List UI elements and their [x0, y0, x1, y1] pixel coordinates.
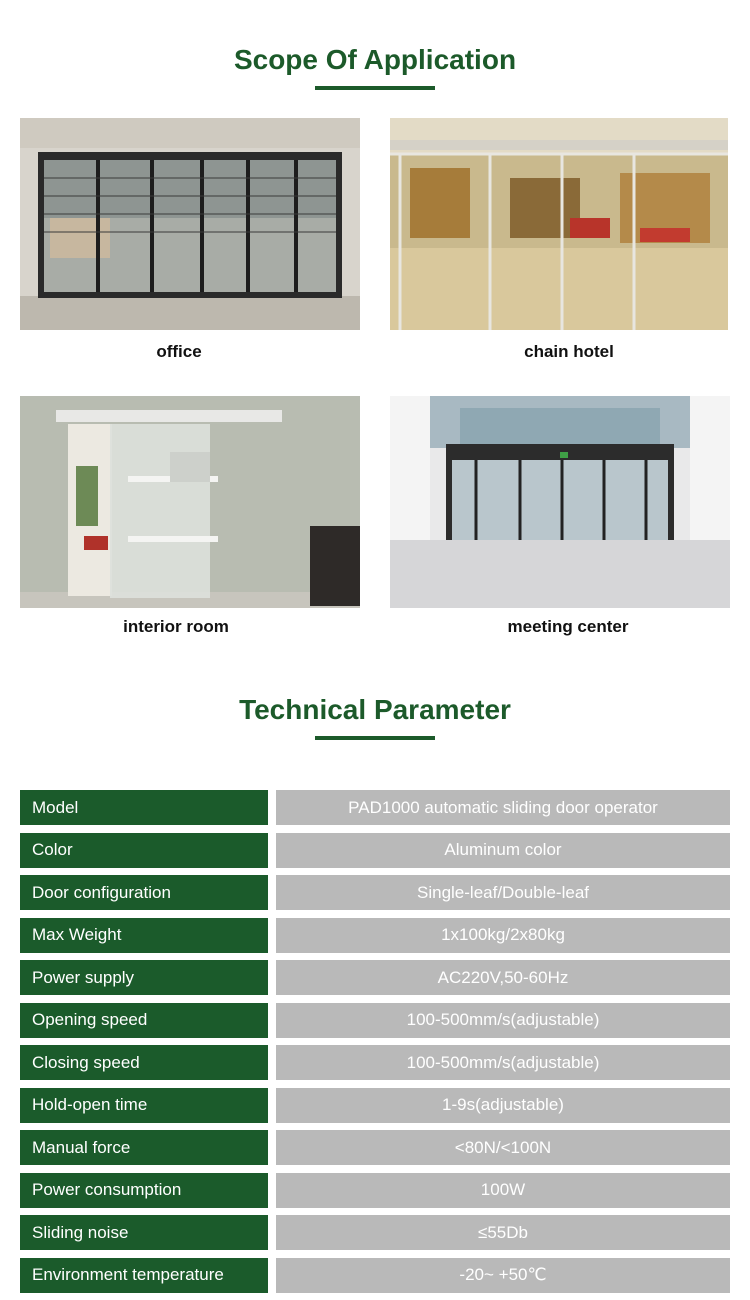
table-row — [20, 918, 730, 953]
param-label: Sliding noise — [20, 1215, 268, 1250]
meeting-center-photo — [390, 396, 730, 608]
technical-title-underline — [315, 736, 435, 740]
table-row — [20, 1003, 730, 1038]
param-label: Power consumption — [20, 1173, 268, 1208]
table-row — [20, 1215, 730, 1250]
param-label: Model — [20, 790, 268, 825]
param-label: Color — [20, 833, 268, 868]
chain-hotel-caption: chain hotel — [524, 342, 614, 361]
office-caption: office — [156, 342, 202, 361]
param-value: ≤55Db — [276, 1215, 730, 1250]
param-label: Opening speed — [20, 1003, 268, 1038]
param-value: 100W — [276, 1173, 730, 1208]
interior-room-photo — [20, 396, 360, 608]
param-value: Single-leaf/Double-leaf — [276, 875, 730, 910]
param-value: -20~ +50℃ — [276, 1258, 730, 1293]
param-label: Closing speed — [20, 1045, 268, 1080]
interior-room-caption: interior room — [123, 617, 229, 636]
office-photo — [20, 118, 360, 330]
scope-title-underline — [315, 86, 435, 90]
param-label: Power supply — [20, 960, 268, 995]
technical-title: Technical Parameter — [239, 694, 511, 725]
param-value: <80N/<100N — [276, 1130, 730, 1165]
param-label: Hold-open time — [20, 1088, 268, 1123]
table-row — [20, 833, 730, 868]
param-label: Manual force — [20, 1130, 268, 1165]
param-value: 100-500mm/s(adjustable) — [276, 1003, 730, 1038]
param-label: Max Weight — [20, 918, 268, 953]
table-row — [20, 1173, 730, 1208]
parameter-table — [20, 790, 730, 1300]
param-value: AC220V,50-60Hz — [276, 960, 730, 995]
param-value: PAD1000 automatic sliding door operator — [276, 790, 730, 825]
param-label: Environment temperature — [20, 1258, 268, 1293]
param-value: 1-9s(adjustable) — [276, 1088, 730, 1123]
meeting-center-caption: meeting center — [507, 617, 629, 636]
param-label: Door configuration — [20, 875, 268, 910]
table-row — [20, 790, 730, 825]
table-row — [20, 1088, 730, 1123]
scope-title: Scope Of Application — [233, 44, 517, 75]
param-value: Aluminum color — [276, 833, 730, 868]
table-row — [20, 1045, 730, 1080]
param-value: 100-500mm/s(adjustable) — [276, 1045, 730, 1080]
param-value: 1x100kg/2x80kg — [276, 918, 730, 953]
table-row — [20, 1130, 730, 1165]
chain-hotel-photo — [390, 118, 728, 330]
table-row — [20, 1258, 730, 1293]
table-row — [20, 960, 730, 995]
table-row — [20, 875, 730, 910]
